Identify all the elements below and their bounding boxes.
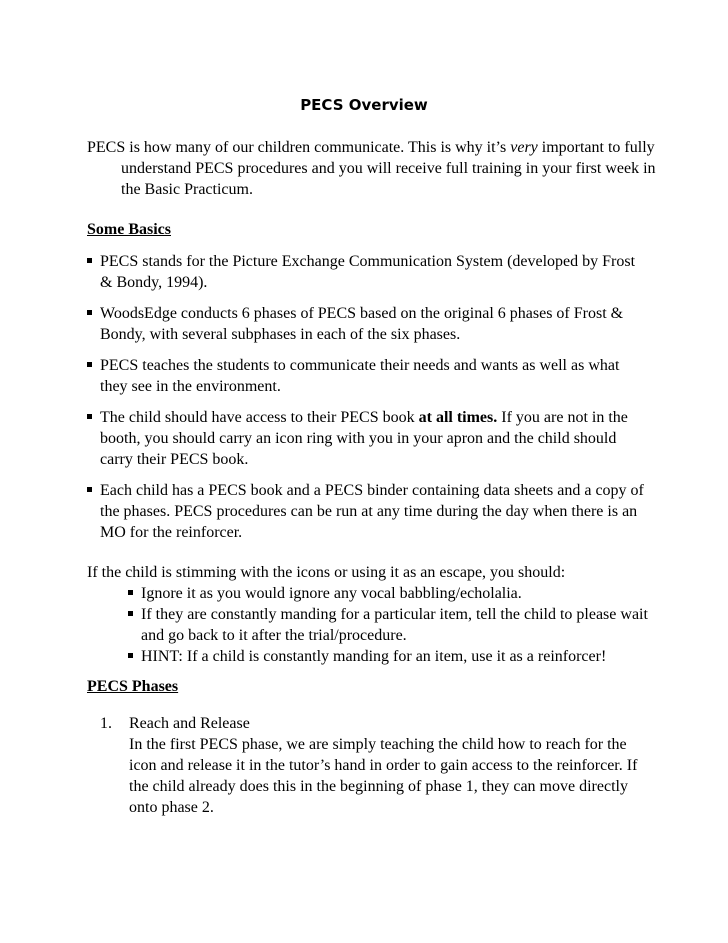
- stimming-intro: If the child is stimming with the icons or using it as an escape, you should:: [87, 564, 566, 581]
- square-bullet-icon: [87, 487, 92, 492]
- list-item: [128, 604, 648, 646]
- list-item: [128, 646, 648, 667]
- intro-paragraph: [87, 137, 673, 200]
- list-item: [87, 407, 647, 470]
- list-item: [87, 480, 647, 543]
- intro-text-before: PECS is how many of our children communicate. This is why it’s: [87, 139, 511, 156]
- list-item: [87, 303, 647, 345]
- phase-item: [100, 713, 640, 818]
- list-item-bold: at all times.: [418, 409, 498, 426]
- page-title: PECS Overview: [300, 96, 428, 114]
- square-bullet-icon: [87, 310, 92, 315]
- basics-list: [87, 251, 647, 553]
- list-item-text-before: The child should have access to their PECS book: [100, 409, 419, 426]
- list-item: [87, 251, 647, 293]
- square-bullet-icon: [87, 414, 92, 419]
- square-bullet-icon: [128, 653, 133, 658]
- pecs-phases-heading: PECS Phases: [87, 678, 179, 695]
- square-bullet-icon: [87, 258, 92, 263]
- list-item-text: Each child has a PECS book and a PECS binder containing data sheets and a copy of the phases. PECS procedures can be run at any time during the day when there is an MO for the reinforcer.: [100, 482, 644, 541]
- phase-number: 1.: [100, 715, 112, 732]
- phase-description: In the first PECS phase, we are simply teaching the child how to reach for the icon and release it in the tutor’s hand in order to gain access to the reinforcer. If the child already does this in the beginning of phase 1, they can move directly onto phase 2.: [129, 736, 638, 816]
- square-bullet-icon: [87, 362, 92, 367]
- list-item-text: Ignore it as you would ignore any vocal babbling/echolalia.: [141, 585, 522, 602]
- intro-emphasis: very: [510, 139, 538, 156]
- some-basics-heading: Some Basics: [87, 221, 171, 238]
- stimming-list: [128, 583, 648, 667]
- list-item-text: HINT: If a child is constantly manding for an item, use it as a reinforcer!: [141, 648, 607, 665]
- list-item-text: WoodsEdge conducts 6 phases of PECS based on the original 6 phases of Frost & Bondy, with several subphases in each of the six phases.: [100, 305, 624, 343]
- list-item-text-after: If you are not in the booth, you should carry an icon ring with you in your apron and the child should carry their PECS book.: [100, 409, 628, 468]
- square-bullet-icon: [128, 590, 133, 595]
- list-item-text: PECS teaches the students to communicate their needs and wants as well as what they see in the environment.: [100, 357, 620, 395]
- phase-name: Reach and Release: [129, 715, 250, 732]
- list-item-text: If they are constantly manding for a particular item, tell the child to please wait and go back to it after the trial/procedure.: [141, 606, 648, 644]
- phases-list: [100, 713, 640, 818]
- list-item: [128, 583, 648, 604]
- list-item-text: PECS stands for the Picture Exchange Communication System (developed by Frost & Bondy, 1994).: [100, 253, 636, 291]
- intro-text-after: important to fully understand PECS procedures and you will receive full training in your first week in the Basic Practicum.: [121, 139, 656, 198]
- square-bullet-icon: [128, 611, 133, 616]
- list-item: [87, 355, 647, 397]
